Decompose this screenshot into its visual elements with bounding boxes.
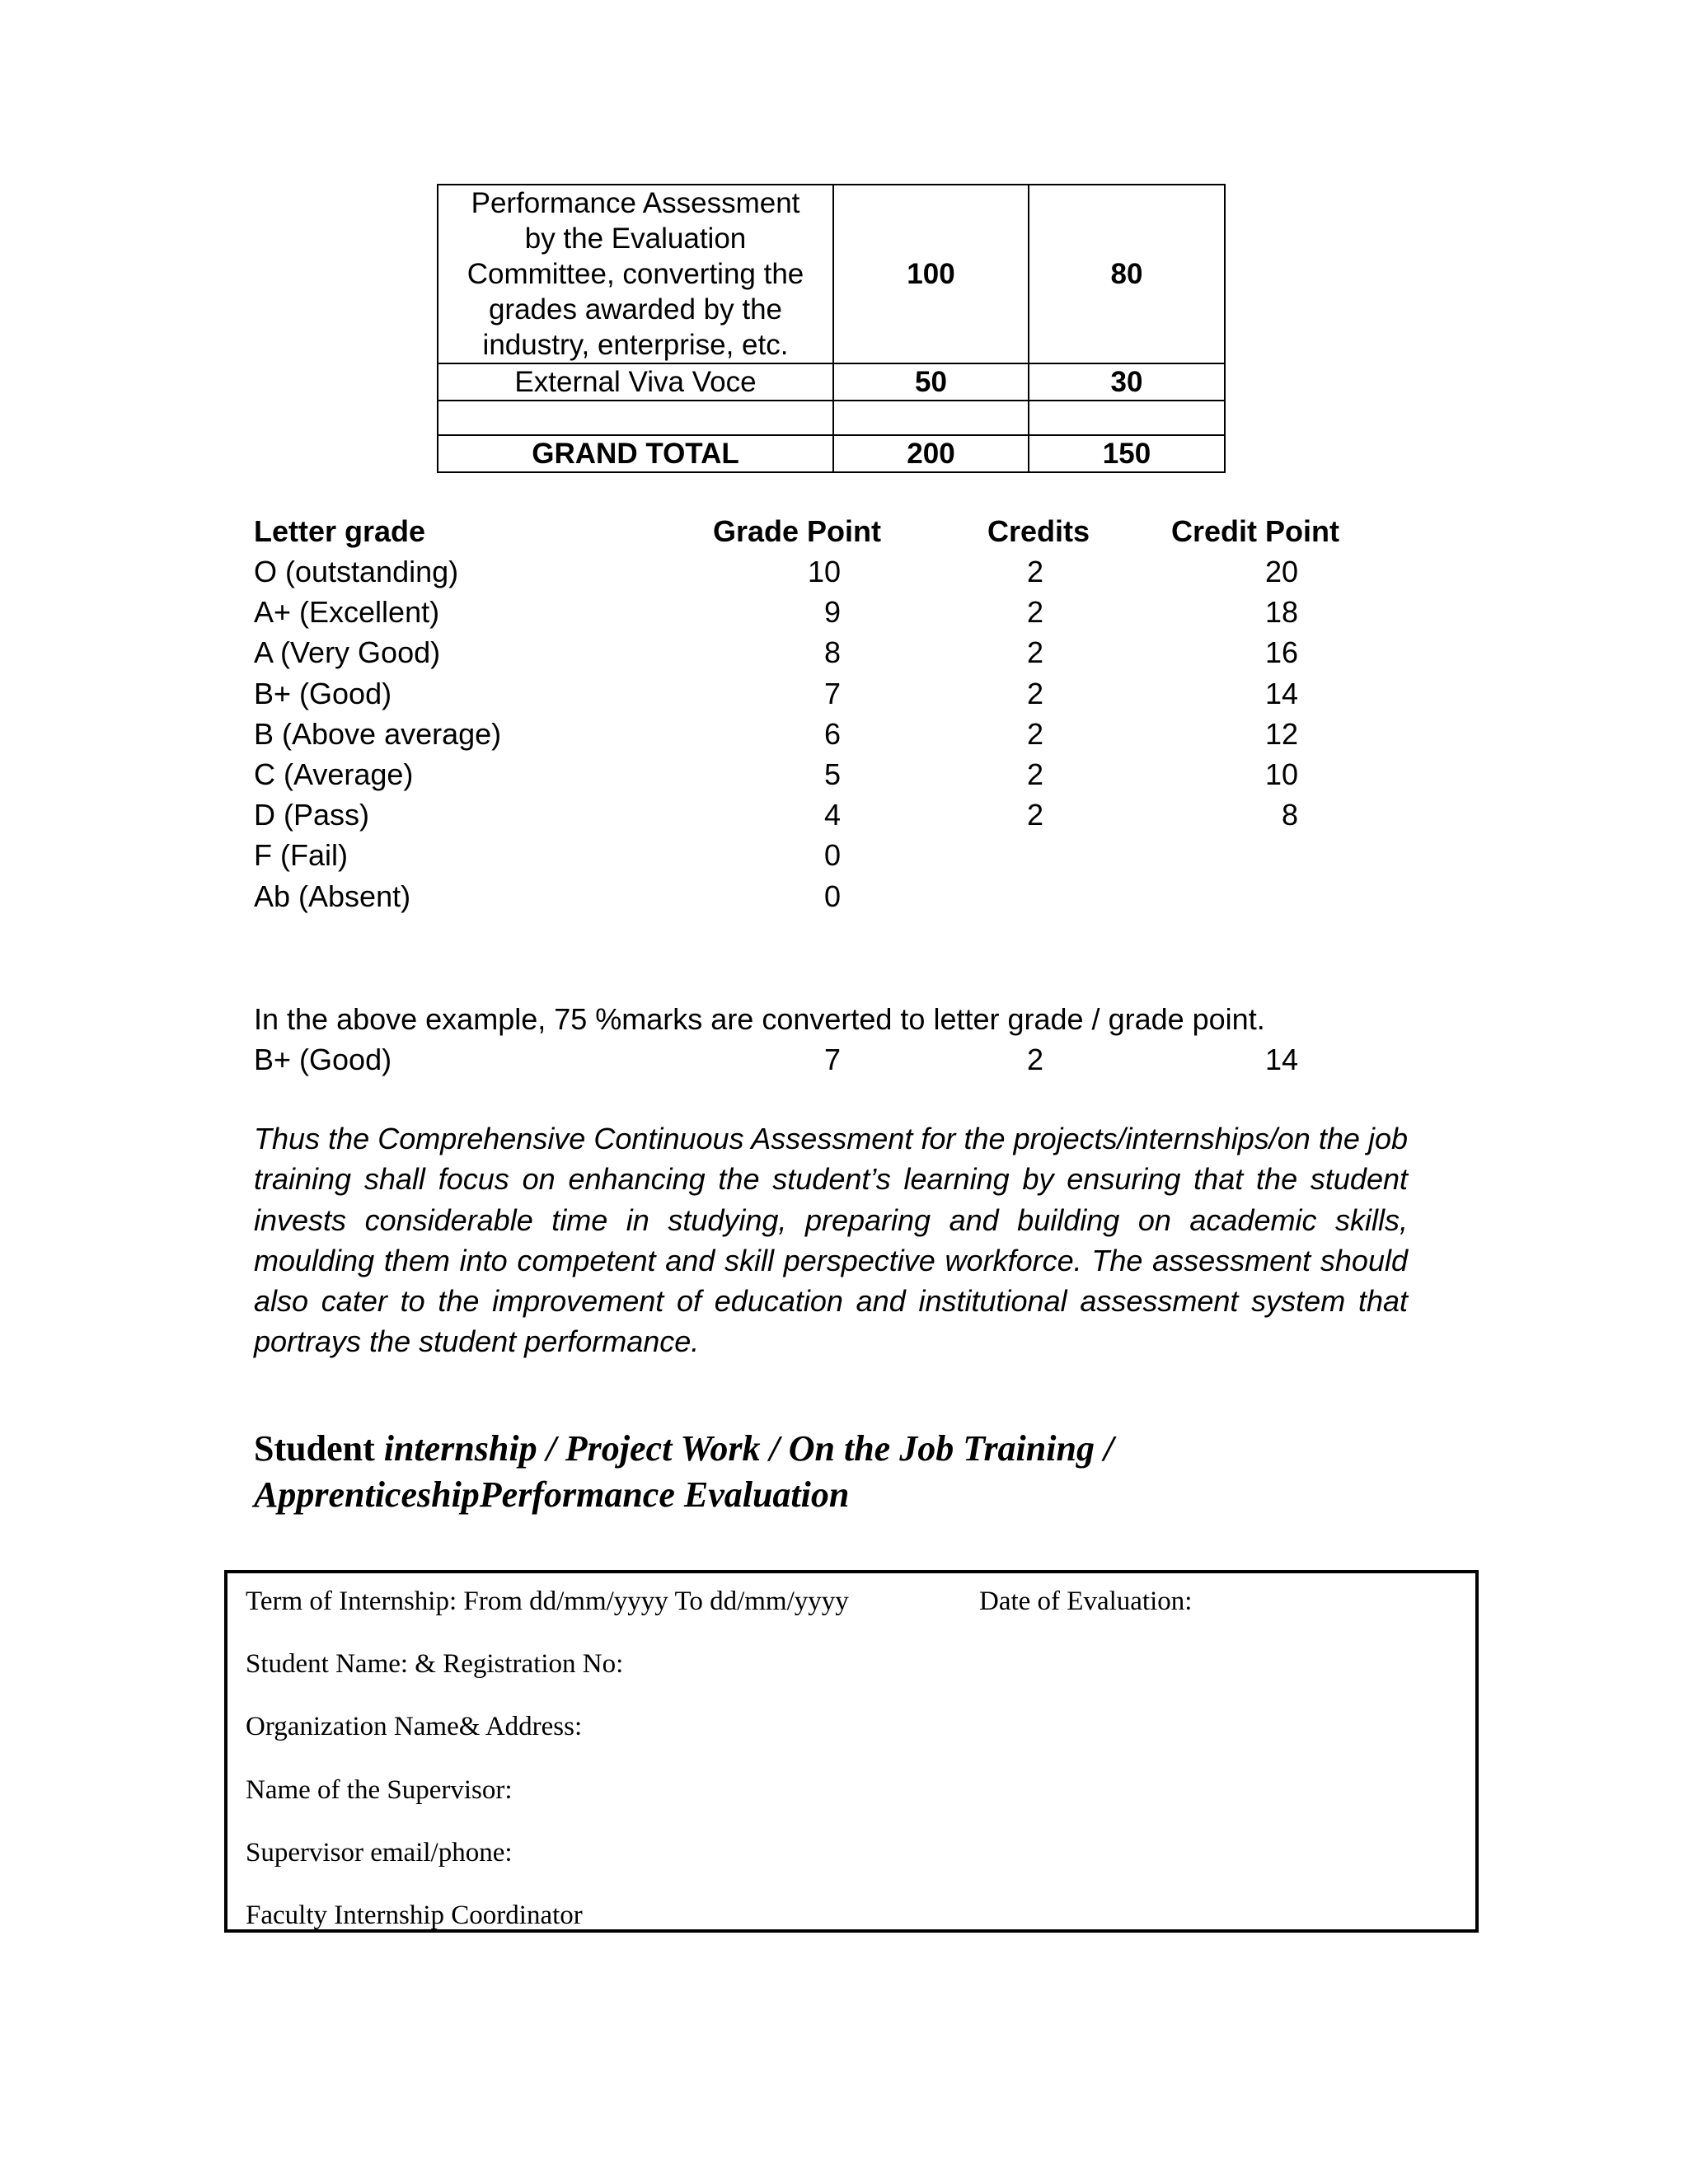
grade-point-value: 7: [823, 676, 841, 710]
header-credit-point: Credit Point: [1171, 514, 1339, 548]
grand-total-max: 200: [833, 435, 1029, 472]
empty-cell: [833, 401, 1029, 435]
heading-lead: Student: [254, 1428, 384, 1469]
grade-letter: A+ (Excellent): [254, 595, 440, 630]
label-line: grades awarded by the: [488, 293, 783, 326]
grade-header-row: [0, 511, 1688, 551]
grade-letter: F (Fail): [254, 838, 348, 873]
grade-point-value: 10: [807, 555, 841, 588]
example-row: [0, 1039, 1688, 1080]
empty-cell: [438, 401, 833, 435]
grade-point-value: 8: [823, 635, 841, 670]
example-credit-point: 14: [1264, 1043, 1298, 1076]
credits-value: 2: [1026, 798, 1043, 832]
credit-point-value: 10: [1264, 757, 1298, 791]
table-row: [438, 363, 1225, 401]
grade-letter: B+ (Good): [254, 676, 392, 710]
table-row: [438, 401, 1225, 435]
grade-point-value: 0: [823, 838, 841, 873]
organization-field: Organization Name& Address:: [246, 1712, 583, 1741]
grade-row: [0, 673, 1688, 714]
grade-letter: A (Very Good): [254, 635, 441, 670]
credits-value: 2: [1026, 635, 1043, 670]
date-of-evaluation-field: Date of Evaluation:: [979, 1586, 1193, 1616]
grade-letter: B (Above average): [254, 716, 502, 751]
grade-letter: C (Average): [254, 757, 414, 791]
header-grade-point: Grade Point: [713, 514, 882, 548]
evaluation-form: [224, 1570, 1479, 1933]
heading-line-1: [254, 1426, 1490, 1472]
header-credits: Credits: [987, 514, 1090, 548]
label-line: industry, enterprise, etc.: [482, 329, 789, 361]
grand-total-row: [438, 435, 1225, 472]
student-name-field: Student Name: & Registration No:: [246, 1649, 624, 1679]
grade-row: [0, 876, 1688, 916]
grade-letter: D (Pass): [254, 798, 370, 832]
grade-row: [0, 835, 1688, 875]
label-line: by the Evaluation: [524, 223, 747, 255]
credit-point-value: 8: [1281, 798, 1298, 832]
credit-point-value: 18: [1264, 595, 1298, 630]
coordinator-field: Faculty Internship Coordinator: [246, 1900, 583, 1930]
assessment-table: [437, 184, 1226, 473]
credits-value: 2: [1026, 757, 1043, 791]
grand-total-min: 150: [1029, 435, 1225, 472]
term-field: Term of Internship: From dd/mm/yyyy To dd/mm/yyyy: [246, 1586, 849, 1616]
empty-cell: [1029, 401, 1225, 435]
min-marks-cell: 30: [1029, 363, 1225, 401]
grade-point-value: 9: [823, 595, 841, 630]
heading-line-1-rest: internship / Project Work / On the Job Training /: [383, 1428, 1114, 1469]
credits-value: 2: [1026, 676, 1043, 710]
grade-point-value: 0: [823, 879, 841, 913]
example-sentence: In the above example, 75 %marks are converted to letter grade / grade point.: [254, 1002, 1265, 1036]
credit-point-value: 20: [1264, 555, 1298, 588]
min-marks-cell: 80: [1029, 185, 1225, 363]
assessment-paragraph: Thus the Comprehensive Continuous Assessment for the projects/internships/on the job training shall focus on enhancing the student’s learning by ensuring that the student invests considerable time in studying, preparing and building on academic skills, moulding them into competent and skill perspective workforce. The assessment should also cater to the improvement of education and institutional assessment system that portrays the student performance.: [254, 1122, 1408, 1359]
credits-value: 2: [1026, 716, 1043, 751]
credit-point-value: 14: [1264, 676, 1298, 710]
supervisor-field: Name of the Supervisor:: [246, 1775, 513, 1805]
example-grade-point: 7: [823, 1043, 841, 1076]
grade-letter: Ab (Absent): [254, 879, 411, 913]
example-letter: B+ (Good): [254, 1043, 392, 1076]
table-row: [438, 185, 1225, 363]
grade-table: [0, 511, 1688, 916]
grade-row: [0, 632, 1688, 673]
grade-point-value: 4: [823, 798, 841, 832]
label-line: Committee, converting the: [467, 258, 804, 290]
supervisor-contact-field: Supervisor email/phone:: [246, 1838, 513, 1868]
header-letter-grade: Letter grade: [254, 514, 426, 548]
max-marks-cell: 50: [833, 363, 1029, 401]
credit-point-value: 16: [1264, 635, 1298, 670]
grade-row: [0, 794, 1688, 835]
assessment-label-cell: External Viva Voce: [438, 363, 833, 401]
grade-row: [0, 592, 1688, 632]
grade-row: [0, 754, 1688, 794]
grade-row: [0, 714, 1688, 754]
credits-value: 2: [1026, 555, 1043, 588]
heading-line-2: ApprenticeshipPerformance Evaluation: [254, 1474, 850, 1515]
section-heading: [254, 1426, 1490, 1518]
assessment-label-cell: [438, 185, 833, 363]
credit-point-value: 12: [1264, 716, 1298, 751]
grade-point-value: 5: [823, 757, 841, 791]
example-credits: 2: [1026, 1043, 1043, 1076]
grade-letter: O (outstanding): [254, 555, 459, 588]
credits-value: 2: [1026, 595, 1043, 630]
max-marks-cell: 100: [833, 185, 1029, 363]
grade-row: [0, 551, 1688, 592]
grand-total-label: GRAND TOTAL: [438, 435, 833, 472]
grade-rows: [0, 551, 1688, 916]
grade-point-value: 6: [823, 716, 841, 751]
label-line: Performance Assessment: [471, 187, 800, 219]
